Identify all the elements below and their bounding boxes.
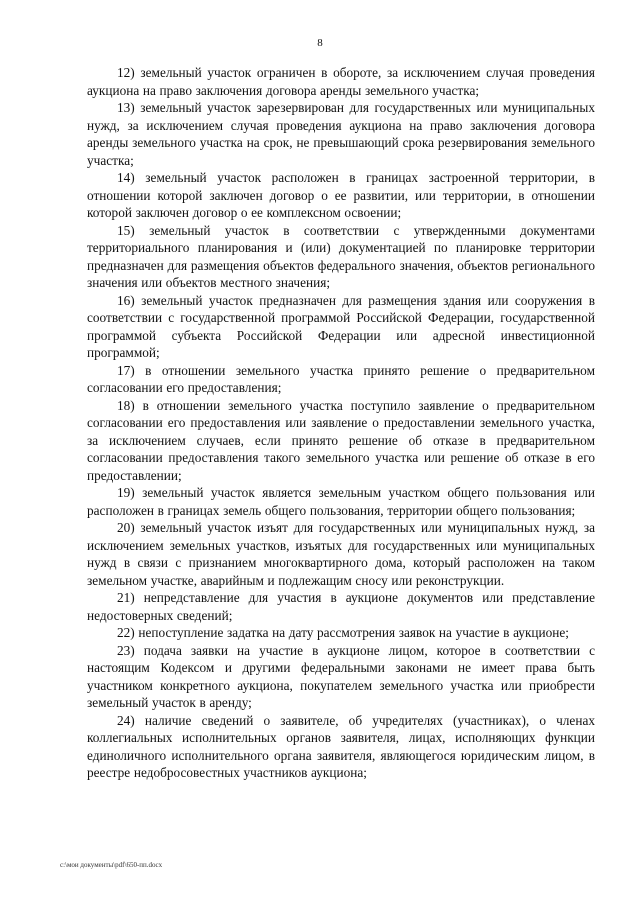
paragraph-item-18: 18) в отношении земельного участка поступило заявление о предварительном согласовании его предоставления или заявление о предоставлении земельного участка, за исключением случаев, если принято решение об отказе в предварительном согласовании предоставления такого земельного участка или решение об отказе в его предоставлении; bbox=[87, 397, 595, 483]
paragraph-item-22: 22) непоступление задатка на дату рассмотрения заявок на участие в аукционе; bbox=[117, 625, 569, 640]
page-number: 8 bbox=[317, 37, 323, 49]
paragraph-item-12: 12) земельный участок ограничен в обороте, за исключением случая проведения аукциона на право заключения договора аренды земельного участка; bbox=[87, 65, 595, 98]
paragraph-item-15: 15) земельный участок в соответствии с утвержденными документами территориального планирования и (или) документацией по планировке территории предназначен для размещения объектов федерального значения, объектов регионального значения или объектов местного значения; bbox=[87, 222, 595, 290]
paragraph-item-16: 16) земельный участок предназначен для размещения здания или сооружения в соответствии с государственной программой Российской Федерации, государственной программой субъекта Российской Федерации или адресной инвестиционной программой; bbox=[87, 292, 595, 360]
paragraph-item-24: 24) наличие сведений о заявителе, об учредителях (участниках), о членах коллегиальных исполнительных органов заявителя, лицах, исполняющих функции единоличного исполнительного органа заявителя, являющегося юридическим лицом, в реестре недобросовестных участников аукциона; bbox=[87, 712, 595, 780]
file-path-footer: c:\мои документы\pdf\650-пп.docx bbox=[60, 861, 163, 869]
paragraph-item-21: 21) непредставление для участия в аукционе документов или представление недостоверных сведений; bbox=[87, 590, 595, 623]
paragraph-item-17: 17) в отношении земельного участка принято решение о предварительном согласовании его предоставления; bbox=[87, 362, 595, 395]
paragraph-item-20: 20) земельный участок изъят для государственных или муниципальных нужд, за исключением земельных участков, изъятых для государственных или муниципальных нужд в связи с признанием многоквартирного дома, который расположен на таком земельном участке, аварийным и подлежащим сносу или реконструкции. bbox=[87, 520, 595, 588]
paragraph-item-13: 13) земельный участок зарезервирован для государственных или муниципальных нужд, за исключением случая проведения аукциона на право заключения договора аренды земельного участка на срок, не превышающий срока резервирования земельного участка; bbox=[87, 100, 595, 168]
paragraph-item-14: 14) земельный участок расположен в границах застроенной территории, в отношении которой заключен договор о ее развитии, или территории, в отношении которой заключен договор о ее комплексном освоении; bbox=[87, 170, 595, 220]
document-body bbox=[87, 64, 595, 782]
paragraph-item-23: 23) подача заявки на участие в аукционе лицом, которое в соответствии с настоящим Кодексом и другими федеральными законами не имеет права быть участником конкретного аукциона, покупателем земельного участка или приобрести земельный участок в аренду; bbox=[87, 642, 595, 710]
paragraph-item-19: 19) земельный участок является земельным участком общего пользования или расположен в границах земель общего пользования, территории общего пользования; bbox=[87, 485, 595, 518]
